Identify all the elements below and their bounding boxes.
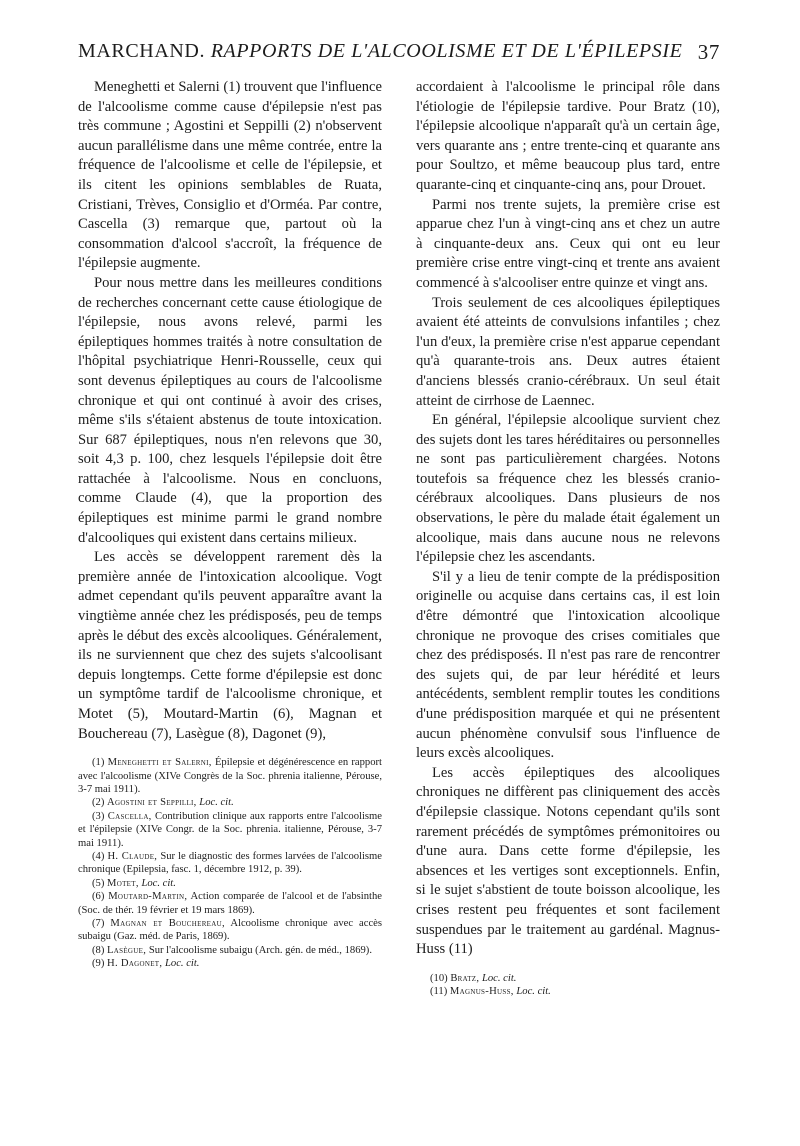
footnote-text: Épilepsie et dégénérescence en rapport avec l'alcoolisme (XIVe Congrès de la Soc. phrenia italienne, Pérouse, 3-7 mai 1911).: [78, 757, 382, 795]
footnote-author: Moutard-Martin,: [108, 891, 188, 903]
footnote: [78, 756, 382, 796]
paragraph: S'il y a lieu de tenir compte de la prédisposition originelle ou acquise dans certains cas, il est loin d'être démontré que l'intoxication alcoolique chronique ne provoque des crises comitiales que chez des prédisposés. Il n'est pas rare de rencontrer des sujets qui, de par leur hérédité et leurs antécédents, semblent remplir toutes les conditions d'une prédisposition marquée et qui ne présentent aucun phénomène convulsif sous l'influence de leurs excès alcooliques.: [416, 568, 720, 762]
footnote: [416, 985, 720, 998]
footnote-author: Agostini et Seppilli,: [107, 797, 197, 809]
footnote-author: Bratz,: [450, 972, 480, 984]
footnote-text: Loc. cit.: [141, 877, 176, 889]
left-column: [78, 78, 382, 971]
paragraph: Pour nous mettre dans les meilleures conditions de recherches concernant cette cause étiologique de l'épilepsie, nous avons relevé, parmi les épileptiques hommes traités à notre consultation de l'hôpital psychiatrique Henri-Rousselle, ceux qui sont devenus épileptiques au cours de l'alcoolisme chronique et qui ont continué à avoir des crises, même s'ils s'étaient abstenus de toute intoxication. Sur 687 épileptiques, nous n'en relevons que 30, soit 4,3 p. 100, chez lesquels l'épilepsie doit être rattachée à l'alcoolisme. Nous en concluons, comme Claude (4), que la proportion des épileptiques est minime parmi le grand nombre d'alcooliques qui existent dans certains milieux.: [78, 274, 382, 546]
footnote-number: (3): [92, 810, 105, 822]
footnote-number: (4): [92, 851, 105, 863]
footnote-author: Magnan et Bouchereau,: [110, 918, 225, 930]
footnote-author: H. Dagonet,: [107, 958, 163, 970]
footnote-text: Action comparée de l'alcool et de l'absinthe (Soc. de thér. 19 février et 19 mars 1869).: [78, 891, 382, 916]
paragraph: Parmi nos trente sujets, la première crise est apparue chez l'un à vingt-cinq ans et chez un autre à cinquante-deux ans. Ceux qui ont eu leur première crise entre vingt-cinq et trente ans avaient commencé à s'alcooliser entre quinze et vingt ans.: [416, 196, 720, 291]
footnote-author: Meneghetti et Salerni,: [107, 757, 212, 769]
footnote-number: (1): [92, 757, 105, 769]
footnote-author: Lasègue,: [107, 944, 147, 956]
footnote-number: (9): [92, 958, 105, 970]
footnote-text: Loc. cit.: [165, 958, 200, 970]
paragraph: accordaient à l'alcoolisme le principal rôle dans l'étiologie de l'épilepsie tardive. Pour Bratz (10), l'épilepsie alcoolique n'apparaît qu'à un certain âge, vers quarante ans ; entre trente-cinq et quarante ans pour Soultzo, et même beaucoup plus tard, entre quarante-cinq et cinquante-cinq ans, pour Drouet.: [416, 79, 720, 193]
footnote: [78, 850, 382, 877]
paragraph: En général, l'épilepsie alcoolique survient chez des sujets dont les tares héréditaires ou personnelles ne sont pas particulièrement chargées. Notons toutefois sa fréquence chez les blessés cranio-cérébraux alcooliques. Dans plusieurs de nos observations, le père du malade était également un alcoolique, mais dans aucune nous ne relevons l'épilepsie chez les ascendants.: [416, 412, 720, 566]
footnote: [78, 944, 382, 957]
running-header: [78, 40, 720, 74]
paragraph: Meneghetti et Salerni (1) trouvent que l'influence de l'alcoolisme comme cause d'épilepsie n'est pas très commune ; Agostini et Seppilli (2) n'observent aucun parallélisme dans une même contrée, entre la fréquence de l'alcoolisme et celle de l'épilepsie, et ils citent les opinions semblables de Ruata, Cristiani, Trèves, Consiglio et d'Orméa. Par contre, Cascella (3) remarque que, partout où la consommation d'alcool s'accroît, la fréquence de l'épilepsie augmente.: [78, 79, 382, 272]
right-column: [416, 78, 720, 999]
footnote: [78, 957, 382, 970]
footnote-number: (8): [92, 944, 105, 956]
footnote: [416, 972, 720, 985]
footnote: [78, 917, 382, 944]
header-title: RAPPORTS DE L'ALCOOLISME ET DE L'ÉPILEPSIE: [210, 40, 683, 62]
footnote-number: (7): [92, 918, 105, 930]
footnote-number: (10): [430, 972, 448, 984]
paragraph: Trois seulement de ces alcooliques épileptiques avaient été atteints de convulsions infantiles ; chez l'un d'eux, la première crise n'est apparue cependant qu'à quarante-trois ans. Deux autres étaient d'anciens blessés cranio-cérébraux. Un seul était atteint de cirrhose de Laennec.: [416, 294, 720, 409]
footnote-text: Alcoolisme chronique avec accès subaigu (Gaz. méd. de Paris, 1869).: [78, 918, 382, 943]
footnote-text: Loc. cit.: [199, 797, 234, 809]
paragraph: Les accès épileptiques des alcooliques chroniques ne diffèrent pas cliniquement des accès d'épilepsie classique. Notons cependant qu'ils sont rarement précédés de symptômes prémonitoires ou d'une aura. Dans cette forme d'épilepsie, les absences et les vertiges sont exceptionnels. Enfin, si le sujet s'abstient de toute boisson alcoolique, les crises restent peu fréquentes et sont facilement suspendues par le traitement au gardénal. Magnus-Huss (11): [416, 764, 720, 958]
footnote-author: Motet,: [107, 877, 139, 889]
footnote-author: Magnus-Huss,: [449, 986, 514, 998]
footnote-number: (11): [430, 986, 448, 998]
footnote-number: (6): [92, 891, 105, 903]
footnote: [78, 810, 382, 850]
page-number: 37: [697, 40, 720, 64]
footnote-number: (5): [92, 877, 105, 889]
paragraph: Les accès se développent rarement dès la première année de l'intoxication alcoolique. Vogt admet cependant qu'ils peuvent apparaître avant la vingtième année chez les prédisposés, peu de temps après le début des excès alcooliques. Généralement, ils ne surviennent que chez des sujets s'alcoolisant depuis longtemps. Cette forme d'épilepsie est donc un symptôme tardif de l'alcoolisme chronique, et Motet (5), Moutard-Martin (6), Magnan et Bouchereau (7), Lasègue (8), Dagonet (9),: [78, 549, 382, 742]
footnote: [78, 890, 382, 917]
footnote: [78, 877, 382, 890]
footnotes: [416, 972, 720, 999]
footnote: [78, 796, 382, 809]
footnote-text: Loc. cit.: [516, 986, 551, 998]
footnote-author: H. Claude,: [107, 851, 158, 863]
header-author: MARCHAND.: [78, 40, 206, 62]
footnote-text: Loc. cit.: [481, 972, 517, 984]
footnote-number: (2): [92, 797, 105, 809]
footnote-text: Contribution clinique aux rapports entre l'alcoolisme et l'épilepsie (XIVe Congr. de la Soc. phrenia. italienne, Pérouse, 3-7 mai 1911).: [78, 810, 382, 849]
footnote-text: Sur le diagnostic des formes larvées de l'alcoolisme chronique (Epilepsia, fasc. 1, décembre 1912, p. 39).: [78, 851, 382, 876]
footnotes: [78, 756, 382, 971]
footnote-text: Sur l'alcoolisme subaigu (Arch. gén. de méd., 1869).: [148, 944, 372, 956]
footnote-author: Cascella,: [107, 810, 152, 822]
